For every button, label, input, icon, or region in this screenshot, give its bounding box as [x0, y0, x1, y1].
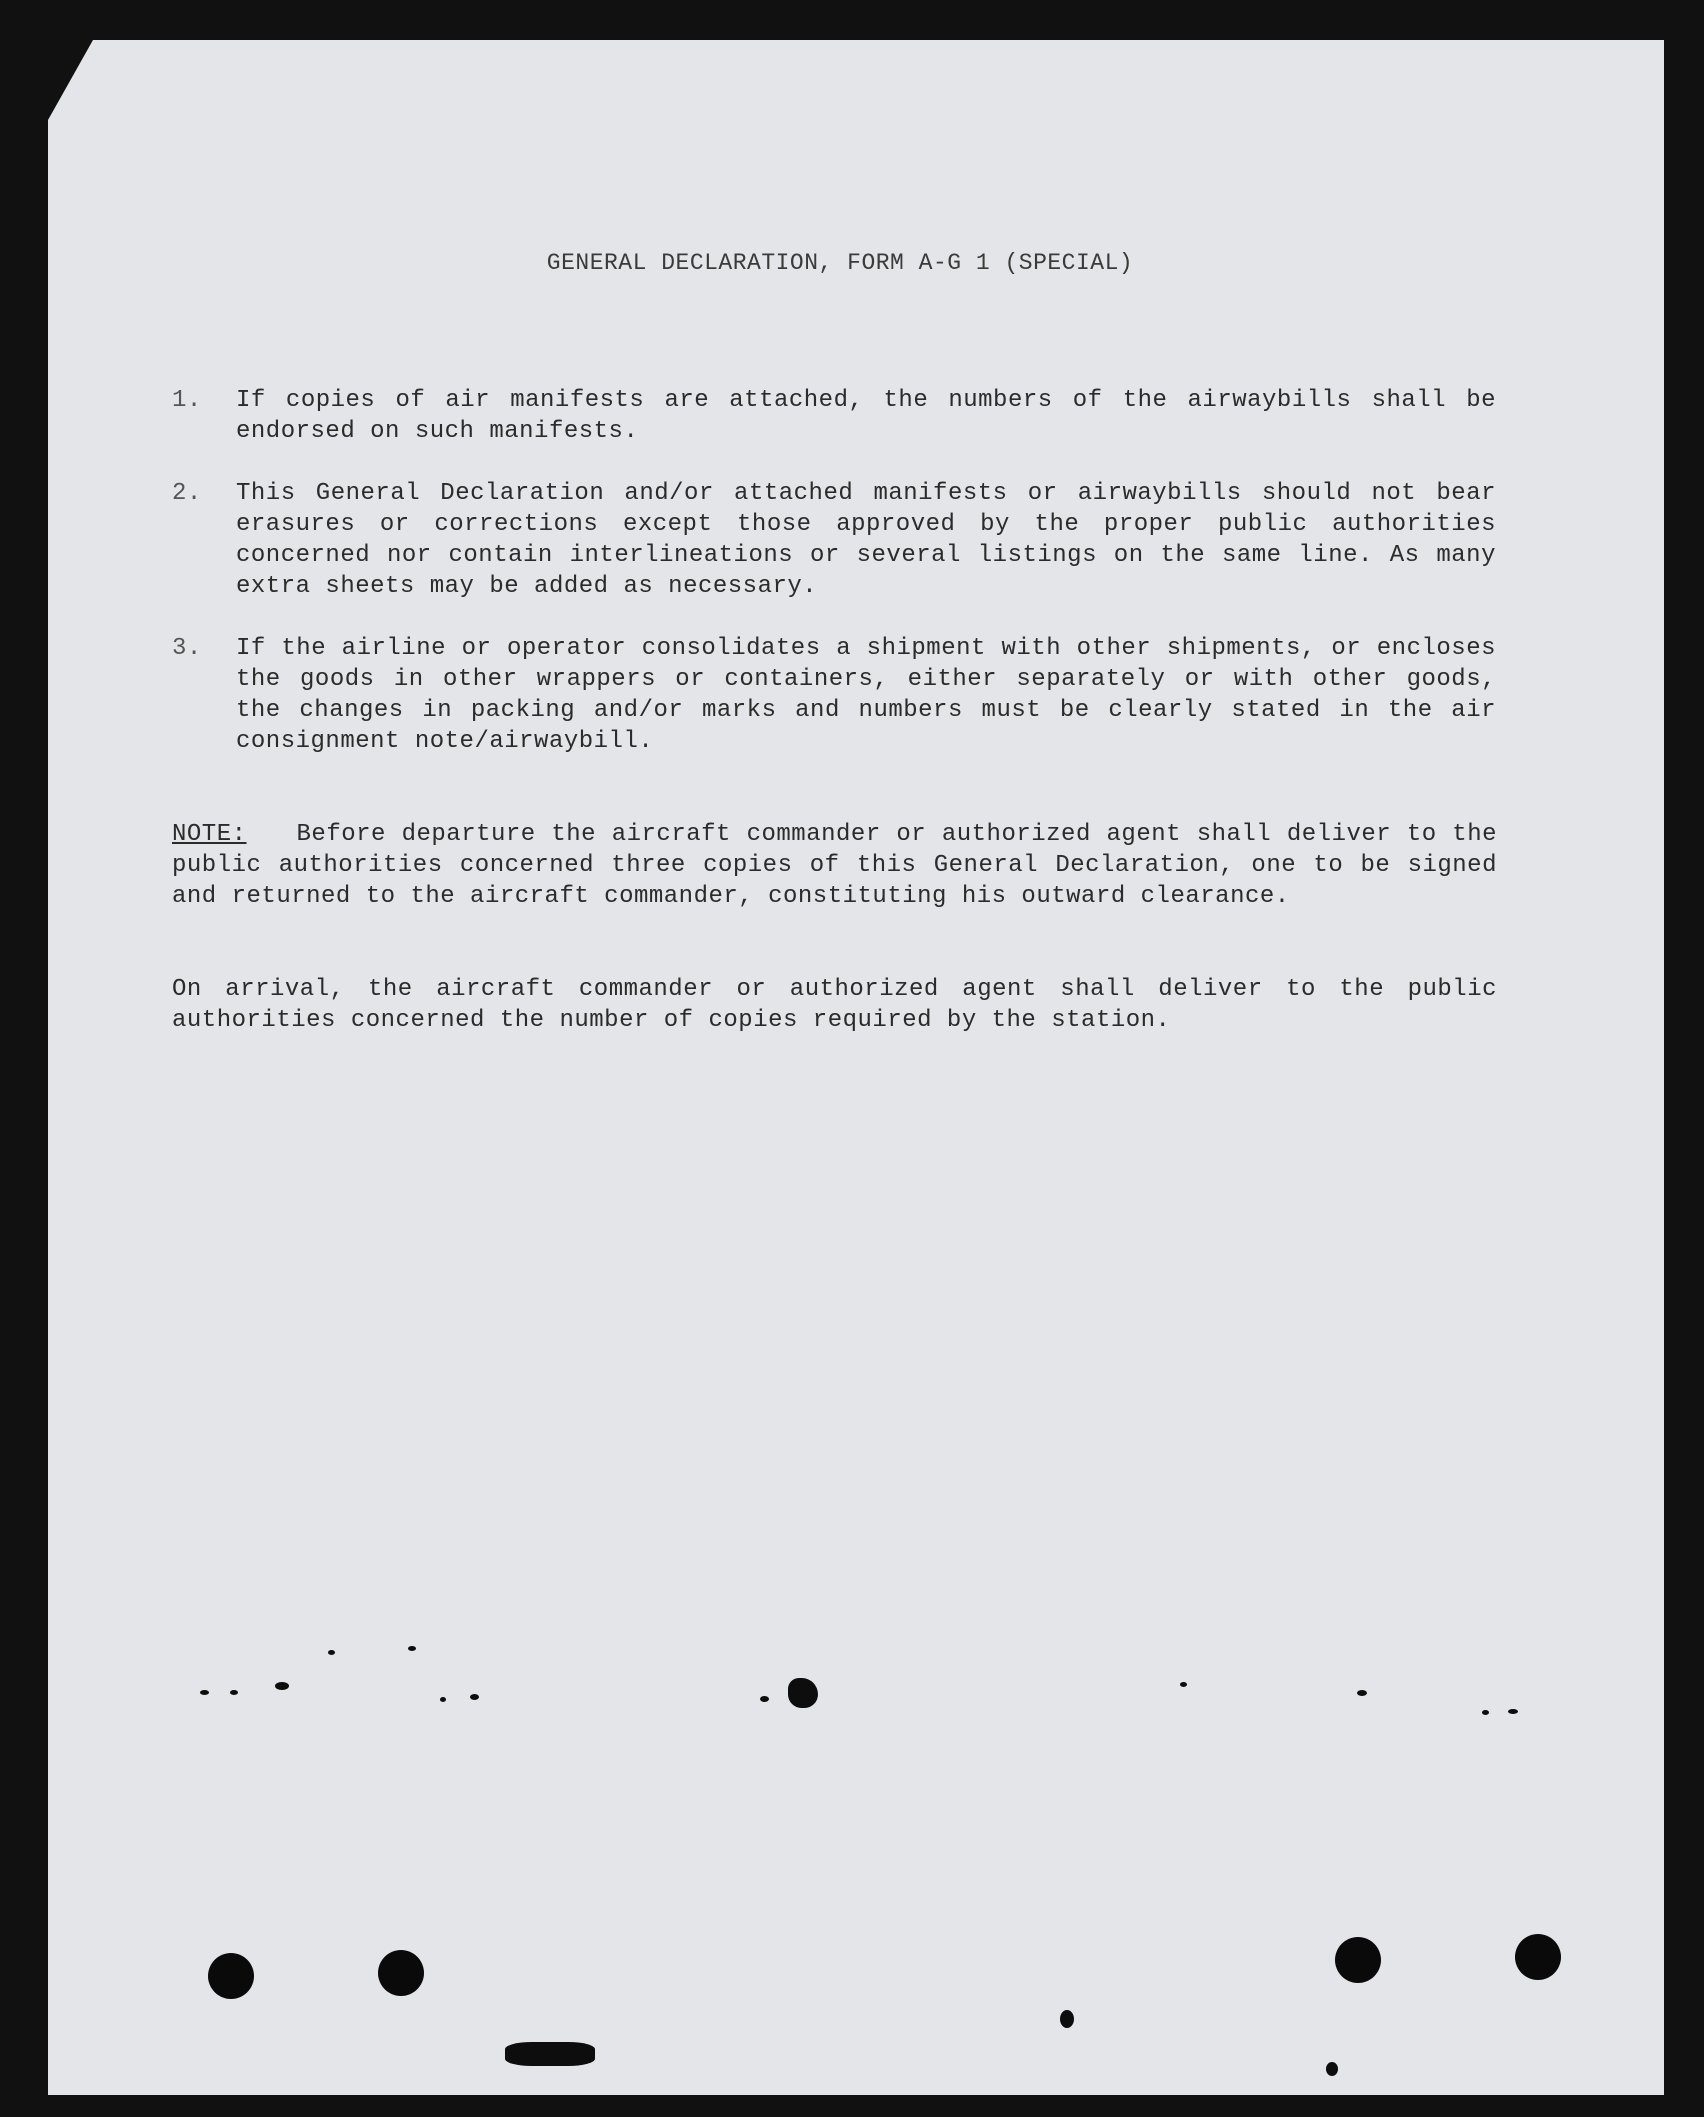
ink-speck [1482, 1710, 1489, 1715]
item-number: 1. [172, 387, 202, 414]
ink-blot [788, 1678, 818, 1708]
punch-hole [208, 1953, 254, 1999]
punch-hole [378, 1950, 424, 1996]
punch-hole [1515, 1934, 1561, 1980]
ink-speck [470, 1694, 479, 1700]
item-text: This General Declaration and/or attached manifests or airwaybills should not bear erasures or corrections except those approved by the proper public authorities concerned nor contain interlineations or several listings on the same line. As many extra sheets may be added as necessary. [236, 480, 1496, 600]
ink-speck [1180, 1682, 1187, 1687]
punch-hole [1335, 1937, 1381, 1983]
ink-speck [408, 1646, 416, 1651]
ink-speck [1508, 1709, 1518, 1714]
ink-speck [1060, 2010, 1074, 2028]
item-number: 3. [172, 635, 202, 662]
ink-speck [440, 1697, 446, 1702]
document-title: GENERAL DECLARATION, FORM A-G 1 (SPECIAL) [546, 250, 1134, 276]
ink-speck [200, 1690, 209, 1695]
ink-smudge [505, 2042, 595, 2066]
item-number: 2. [172, 480, 202, 507]
ink-speck [1326, 2062, 1338, 2076]
arrival-paragraph: On arrival, the aircraft commander or authorized agent shall deliver to the public authorities concerned the number of copies required by the station. [172, 976, 1497, 1034]
item-text: If copies of air manifests are attached, the numbers of the airwaybills shall be endorsed on such manifests. [236, 387, 1496, 445]
item-text: If the airline or operator consolidates a shipment with other shipments, or encloses the goods in other wrappers or containers, either separately or with other goods, the changes in packing and/or marks and numbers must be clearly stated in the air consignment note/airwaybill. [236, 635, 1496, 755]
document-page [48, 40, 1664, 2095]
ink-speck [275, 1682, 289, 1690]
note-label: NOTE: [172, 821, 247, 848]
ink-speck [760, 1696, 769, 1702]
note-text: Before departure the aircraft commander or authorized agent shall deliver to the public authorities concerned three copies of this General Declaration, one to be signed and returned to the aircraft commander, constituting his outward clearance. [172, 821, 1497, 910]
ink-speck [230, 1690, 238, 1695]
ink-speck [1357, 1690, 1367, 1696]
ink-speck [328, 1650, 335, 1655]
note-paragraph [172, 819, 1497, 912]
